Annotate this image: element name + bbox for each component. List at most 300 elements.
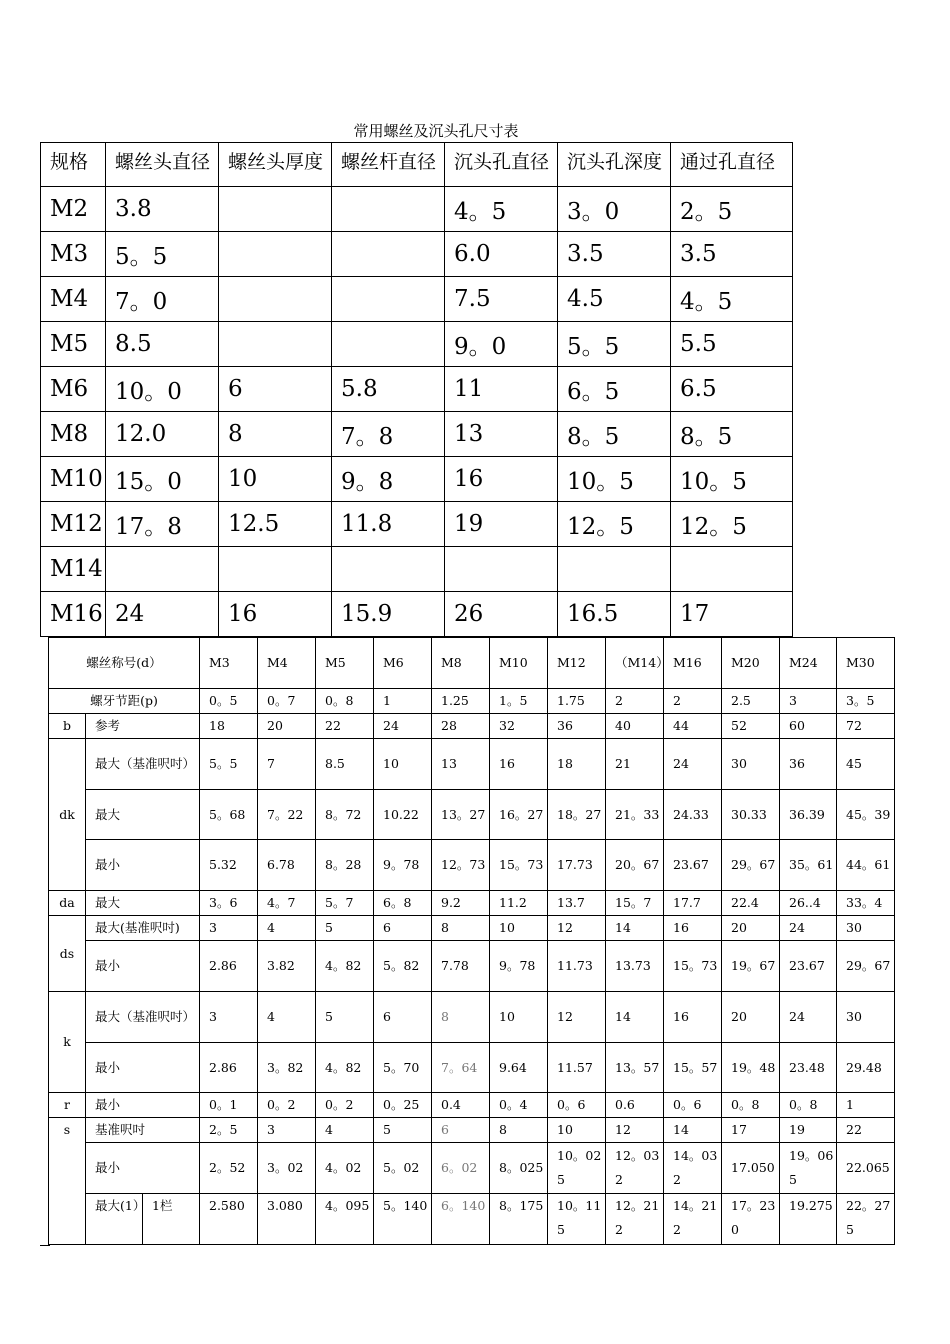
table-cell <box>332 187 445 232</box>
table-cell: 6 <box>219 367 332 412</box>
table-cell: 13 <box>445 412 558 457</box>
table-row <box>49 916 895 941</box>
row-sublabel: 最大 <box>86 891 200 916</box>
table-cell: 16 <box>490 739 548 790</box>
table-cell: 12 <box>548 916 606 941</box>
table-cell: 11.73 <box>548 941 606 992</box>
table-cell: 15。7 <box>606 891 664 916</box>
table-cell: 20。67 <box>606 840 664 891</box>
row-sublabel: 最大 <box>86 790 200 840</box>
table-cell: 29。67 <box>837 941 895 992</box>
table-cell: 6 <box>432 1118 490 1143</box>
table-cell: 0。6 <box>664 1093 722 1118</box>
table-cell <box>558 547 671 592</box>
table-cell: 23.48 <box>780 1043 837 1093</box>
table-cell: 4 <box>258 992 316 1043</box>
row-sublabel: 最小 <box>86 840 200 891</box>
table-cell: 4。82 <box>316 1043 374 1093</box>
table-cell: 5 <box>316 992 374 1043</box>
table-cell: 7。0 <box>106 277 219 322</box>
table-cell: 21。33 <box>606 790 664 840</box>
table-cell: 14。032 <box>664 1143 722 1194</box>
spec-label: M12 <box>41 502 106 547</box>
table-cell: 8.5 <box>316 739 374 790</box>
table-cell <box>332 277 445 322</box>
table-cell: 5.8 <box>332 367 445 412</box>
spec-label: M16 <box>41 592 106 637</box>
row-sublabel: 最小 <box>86 941 200 992</box>
table-cell: 1.75 <box>548 689 606 714</box>
table-cell: 30.33 <box>722 790 780 840</box>
table-cell: 14。212 <box>664 1194 722 1245</box>
column-header: M12 <box>548 638 606 689</box>
table-cell: 2。52 <box>200 1143 258 1194</box>
table-cell: 22.4 <box>722 891 780 916</box>
table-cell: 2。5 <box>200 1118 258 1143</box>
column-header: M6 <box>374 638 432 689</box>
table-cell: 13.73 <box>606 941 664 992</box>
table-cell: 4。5 <box>671 277 793 322</box>
table-cell: 15。0 <box>106 457 219 502</box>
table-cell: 30 <box>722 739 780 790</box>
table-cell: 6 <box>374 916 432 941</box>
column-header: M20 <box>722 638 780 689</box>
screw-dimension-spec-table <box>48 637 895 1245</box>
table-cell: 4 <box>258 916 316 941</box>
table-cell: 29。67 <box>722 840 780 891</box>
table-cell: 10。5 <box>558 457 671 502</box>
table-cell: 0。8 <box>722 1093 780 1118</box>
table-cell: 23.67 <box>780 941 837 992</box>
table-cell: 10。0 <box>106 367 219 412</box>
table-cell: 5。68 <box>200 790 258 840</box>
table-cell: 3.5 <box>558 232 671 277</box>
table-cell: 4。5 <box>445 187 558 232</box>
column-header: M8 <box>432 638 490 689</box>
column-header: M10 <box>490 638 548 689</box>
table-cell: 12 <box>606 1118 664 1143</box>
table-cell <box>671 547 793 592</box>
table-row <box>49 790 895 840</box>
table-cell: 2.5 <box>722 689 780 714</box>
row-label: r <box>49 1093 86 1118</box>
table-cell: 9.64 <box>490 1043 548 1093</box>
table-cell: 19。48 <box>722 1043 780 1093</box>
table-cell: 7。8 <box>332 412 445 457</box>
table-cell <box>219 322 332 367</box>
table-cell: 3 <box>200 992 258 1043</box>
table-cell: 24 <box>780 916 837 941</box>
table-cell: 4。7 <box>258 891 316 916</box>
row-sublabel: 1栏 <box>143 1194 200 1245</box>
table-cell: 5。5 <box>200 739 258 790</box>
table-row <box>41 187 793 232</box>
page-title: 常用螺丝及沉头孔尺寸表 <box>353 122 519 140</box>
table-cell: 0.6 <box>606 1093 664 1118</box>
table-cell: 44 <box>664 714 722 739</box>
table-cell: 8。175 <box>490 1194 548 1245</box>
table-cell: 5。7 <box>316 891 374 916</box>
column-header: M5 <box>316 638 374 689</box>
table-cell: 6.78 <box>258 840 316 891</box>
table-cell: 3。5 <box>837 689 895 714</box>
table-cell: 28 <box>432 714 490 739</box>
table-cell: 2 <box>606 689 664 714</box>
table-cell: 44。61 <box>837 840 895 891</box>
table-cell: 17.050 <box>722 1143 780 1194</box>
table-cell: 18。27 <box>548 790 606 840</box>
table-row <box>41 547 793 592</box>
table-cell: 8。72 <box>316 790 374 840</box>
table-row <box>49 1194 895 1245</box>
table-cell: 0。25 <box>374 1093 432 1118</box>
table-cell: 8。5 <box>558 412 671 457</box>
table-cell: 32 <box>490 714 548 739</box>
table-cell: 0.4 <box>432 1093 490 1118</box>
table-cell: 7.78 <box>432 941 490 992</box>
table-cell: 13 <box>432 739 490 790</box>
table-cell: 17。8 <box>106 502 219 547</box>
table-cell: 1 <box>374 689 432 714</box>
table-cell: 1。5 <box>490 689 548 714</box>
table-row <box>41 232 793 277</box>
table-row <box>49 992 895 1043</box>
table-cell: 2.86 <box>200 1043 258 1093</box>
table-cell: 5 <box>374 1118 432 1143</box>
spec-label: M6 <box>41 367 106 412</box>
table-cell: 0。2 <box>316 1093 374 1118</box>
table-cell: 14 <box>606 916 664 941</box>
row-sublabel: 最小 <box>86 1043 200 1093</box>
table-cell: 12。5 <box>671 502 793 547</box>
table-cell: 45。39 <box>837 790 895 840</box>
table-cell: 5 <box>316 916 374 941</box>
table-cell: 3 <box>200 916 258 941</box>
table-row <box>49 840 895 891</box>
table-cell: 4。095 <box>316 1194 374 1245</box>
spec-label: M2 <box>41 187 106 232</box>
row-sublabel: 参考 <box>86 714 200 739</box>
table-cell: 52 <box>722 714 780 739</box>
column-header: 沉头孔深度 <box>558 143 671 187</box>
table-cell: 16.5 <box>558 592 671 637</box>
table-row <box>41 412 793 457</box>
row-sublabel: 基准呎吋 <box>86 1118 200 1143</box>
table-cell: 19 <box>445 502 558 547</box>
table-cell: 19。67 <box>722 941 780 992</box>
table-cell: 5。82 <box>374 941 432 992</box>
table-cell: 9。78 <box>374 840 432 891</box>
table-cell: 2.580 <box>200 1194 258 1245</box>
table-cell <box>332 547 445 592</box>
table-cell: 17。230 <box>722 1194 780 1245</box>
table-cell: 36 <box>780 739 837 790</box>
table-cell: 15。73 <box>664 941 722 992</box>
table-cell: 17 <box>722 1118 780 1143</box>
table-cell: 15。73 <box>490 840 548 891</box>
table-cell: 5。140 <box>374 1194 432 1245</box>
table-cell: 35。61 <box>780 840 837 891</box>
table-cell: 9。8 <box>332 457 445 502</box>
table-row <box>41 502 793 547</box>
table-cell: 8.5 <box>106 322 219 367</box>
table-cell: 16 <box>445 457 558 502</box>
table-row <box>49 739 895 790</box>
table-cell: 6.0 <box>445 232 558 277</box>
table-cell: 8 <box>432 992 490 1043</box>
table-cell: 10.22 <box>374 790 432 840</box>
table-cell: 40 <box>606 714 664 739</box>
table-cell: 13。57 <box>606 1043 664 1093</box>
table-cell: 8。5 <box>671 412 793 457</box>
table-cell: 8 <box>219 412 332 457</box>
table-cell: 30 <box>837 916 895 941</box>
table-cell: 9。78 <box>490 941 548 992</box>
table-cell: 24.33 <box>664 790 722 840</box>
table-cell: 0。6 <box>548 1093 606 1118</box>
column-header: 沉头孔直径 <box>445 143 558 187</box>
table-cell: 24 <box>374 714 432 739</box>
table-cell: 20 <box>722 916 780 941</box>
table-cell: 3.82 <box>258 941 316 992</box>
table-cell: 8 <box>432 916 490 941</box>
table-cell: 3。0 <box>558 187 671 232</box>
table-cell: 0。8 <box>780 1093 837 1118</box>
table-cell: 8。28 <box>316 840 374 891</box>
column-header: （M14） <box>606 638 664 689</box>
table-cell: 7。22 <box>258 790 316 840</box>
table-cell: 3 <box>258 1118 316 1143</box>
column-header: M4 <box>258 638 316 689</box>
table-cell: 5.5 <box>671 322 793 367</box>
spec-label: M4 <box>41 277 106 322</box>
table-cell <box>332 322 445 367</box>
row-label: s <box>49 1118 86 1245</box>
table-cell <box>106 547 219 592</box>
table-cell <box>219 187 332 232</box>
table-cell: 36 <box>548 714 606 739</box>
column-header: 规格 <box>41 143 106 187</box>
row-label: b <box>49 714 86 739</box>
table-cell: 4。02 <box>316 1143 374 1194</box>
table-cell: 10。115 <box>548 1194 606 1245</box>
table-cell: 7.5 <box>445 277 558 322</box>
column-header: 通过孔直径 <box>671 143 793 187</box>
spec-label: M5 <box>41 322 106 367</box>
table-cell: 7 <box>258 739 316 790</box>
table-cell: 0。7 <box>258 689 316 714</box>
table-cell <box>219 547 332 592</box>
table-cell: 14 <box>606 992 664 1043</box>
table-cell: 26..4 <box>780 891 837 916</box>
table-cell: 17 <box>671 592 793 637</box>
row-sublabel: 最小 <box>86 1143 200 1194</box>
table-header-row <box>49 638 895 689</box>
table-cell: 12.0 <box>106 412 219 457</box>
table-cell: 19。065 <box>780 1143 837 1194</box>
table-cell: 4.5 <box>558 277 671 322</box>
table-cell: 6 <box>374 992 432 1043</box>
table-cell: 12。5 <box>558 502 671 547</box>
table-cell: 5.32 <box>200 840 258 891</box>
table-cell: 0。2 <box>258 1093 316 1118</box>
table-cell: 4。82 <box>316 941 374 992</box>
table-cell: 24 <box>664 739 722 790</box>
table-row <box>41 322 793 367</box>
spec-label: M3 <box>41 232 106 277</box>
table-cell: 8。025 <box>490 1143 548 1194</box>
row-label: k <box>49 992 86 1093</box>
table-cell <box>332 232 445 277</box>
table-cell: 12 <box>548 992 606 1043</box>
table-cell: 24 <box>780 992 837 1043</box>
table-cell: 15。57 <box>664 1043 722 1093</box>
table-cell: 1.25 <box>432 689 490 714</box>
table-cell: 16。27 <box>490 790 548 840</box>
table-row <box>41 367 793 412</box>
table-cell: 0。1 <box>200 1093 258 1118</box>
row-sublabel: 最大（基准呎吋） <box>86 739 200 790</box>
table-cell: 14 <box>664 1118 722 1143</box>
table-cell <box>219 277 332 322</box>
table-cell: 3.8 <box>106 187 219 232</box>
table-cell: 45 <box>837 739 895 790</box>
row-label: da <box>49 891 86 916</box>
column-header: 螺丝杆直径 <box>332 143 445 187</box>
table-cell: 3。6 <box>200 891 258 916</box>
row-sublabel: 最大(基准呎吋) <box>86 916 200 941</box>
table-cell: 30 <box>837 992 895 1043</box>
table-cell: 5。02 <box>374 1143 432 1194</box>
table-cell: 13.7 <box>548 891 606 916</box>
table-cell: 60 <box>780 714 837 739</box>
table-cell: 22。275 <box>837 1194 895 1245</box>
column-header: M3 <box>200 638 258 689</box>
column-header: 螺丝头直径 <box>106 143 219 187</box>
table-cell: 9.2 <box>432 891 490 916</box>
row-label: dk <box>49 739 86 891</box>
footer-rule <box>40 1245 50 1246</box>
row-sublabel: 最小 <box>86 1093 200 1118</box>
table-cell: 12。73 <box>432 840 490 891</box>
table-cell: 22.065 <box>837 1143 895 1194</box>
table-row <box>49 714 895 739</box>
table-cell: 19 <box>780 1118 837 1143</box>
column-header: 螺丝头厚度 <box>219 143 332 187</box>
table-cell: 22 <box>837 1118 895 1143</box>
table-cell: 11.57 <box>548 1043 606 1093</box>
table-cell: 6。8 <box>374 891 432 916</box>
table-cell: 11.2 <box>490 891 548 916</box>
table-row <box>49 1118 895 1143</box>
table-cell: 16 <box>219 592 332 637</box>
table-cell: 1 <box>837 1093 895 1118</box>
table-cell: 0。8 <box>316 689 374 714</box>
table-cell: 13。27 <box>432 790 490 840</box>
table-cell: 20 <box>258 714 316 739</box>
table-cell: 16 <box>664 916 722 941</box>
table-cell: 18 <box>548 739 606 790</box>
table-cell: 3。02 <box>258 1143 316 1194</box>
column-header: M30 <box>837 638 895 689</box>
table-cell: 6。02 <box>432 1143 490 1194</box>
table-cell <box>219 232 332 277</box>
table-cell: 8 <box>490 1118 548 1143</box>
table-cell: 17.73 <box>548 840 606 891</box>
table-row <box>49 1043 895 1093</box>
table-cell: 17.7 <box>664 891 722 916</box>
table-cell: 11.8 <box>332 502 445 547</box>
table-cell: 6。140 <box>432 1194 490 1245</box>
table-cell: 3 <box>780 689 837 714</box>
table-cell: 5。5 <box>558 322 671 367</box>
table-cell: 10。5 <box>671 457 793 502</box>
table-cell: 6.5 <box>671 367 793 412</box>
table-cell: 26 <box>445 592 558 637</box>
table-row <box>49 891 895 916</box>
table-cell: 2.86 <box>200 941 258 992</box>
table-cell: 10 <box>219 457 332 502</box>
table-cell: 0。4 <box>490 1093 548 1118</box>
column-header: 螺丝称号(d） <box>49 638 200 689</box>
table-cell: 10 <box>374 739 432 790</box>
table-cell: 12.5 <box>219 502 332 547</box>
screw-countersink-size-table <box>40 142 793 637</box>
table-cell: 3.5 <box>671 232 793 277</box>
table-cell: 10 <box>490 916 548 941</box>
table-cell: 12。212 <box>606 1194 664 1245</box>
table-cell: 11 <box>445 367 558 412</box>
table-cell: 10 <box>548 1118 606 1143</box>
table-cell: 12。032 <box>606 1143 664 1194</box>
spec-label: M10 <box>41 457 106 502</box>
row-sublabel: 最大（基准呎吋） <box>86 992 200 1043</box>
spec-label: M8 <box>41 412 106 457</box>
table-row <box>49 941 895 992</box>
table-row <box>41 592 793 637</box>
table-row <box>41 277 793 322</box>
table-cell: 2 <box>664 689 722 714</box>
table-cell: 3。82 <box>258 1043 316 1093</box>
table-header-row <box>41 143 793 187</box>
table-cell: 5。5 <box>106 232 219 277</box>
table-cell: 9。0 <box>445 322 558 367</box>
table-cell: 29.48 <box>837 1043 895 1093</box>
table-cell: 24 <box>106 592 219 637</box>
table-cell: 20 <box>722 992 780 1043</box>
table-cell: 21 <box>606 739 664 790</box>
row-label: ds <box>49 916 86 992</box>
table-cell: 19.275 <box>780 1194 837 1245</box>
table-cell: 33。4 <box>837 891 895 916</box>
table-row <box>49 1093 895 1118</box>
table-cell: 16 <box>664 992 722 1043</box>
column-header: M24 <box>780 638 837 689</box>
table-cell: 2。5 <box>671 187 793 232</box>
table-cell: 0。5 <box>200 689 258 714</box>
table-cell <box>445 547 558 592</box>
table-cell: 72 <box>837 714 895 739</box>
table-row <box>41 457 793 502</box>
table-cell: 3.080 <box>258 1194 316 1245</box>
table-row <box>49 1143 895 1194</box>
table-cell: 18 <box>200 714 258 739</box>
table-cell: 5。70 <box>374 1043 432 1093</box>
row-label: 螺牙节距(p) <box>49 689 200 714</box>
table-cell: 15.9 <box>332 592 445 637</box>
table-cell: 6。5 <box>558 367 671 412</box>
table-cell: 4 <box>316 1118 374 1143</box>
